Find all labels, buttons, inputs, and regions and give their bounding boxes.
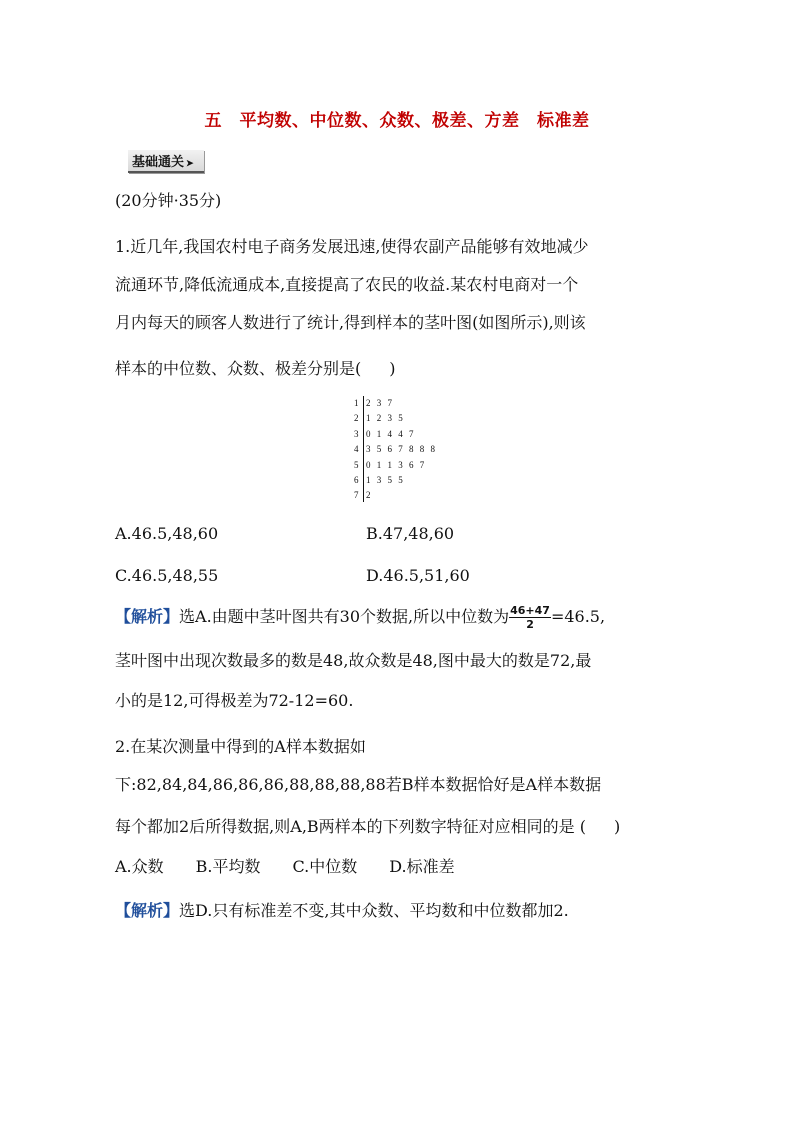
stem: 6 xyxy=(354,475,359,486)
stem-leaf-row xyxy=(354,442,437,457)
answer-close-paren: ) xyxy=(389,359,396,378)
stem: 5 xyxy=(354,459,359,470)
stem-leaf-row xyxy=(354,473,437,488)
q1-text-line: 1.近几年,我国农村电子商务发展迅速,使得农副产品能够有效地减少 xyxy=(115,237,589,256)
stem-leaf-row xyxy=(354,411,437,426)
stem-leaf-plot xyxy=(354,396,437,504)
fraction-denominator: 2 xyxy=(526,618,534,631)
leaves: 3 5 6 7 8 8 8 xyxy=(366,444,437,455)
stem-leaf-row xyxy=(354,488,437,503)
q1-text-line-content: 样本的中位数、众数、极差分别是( xyxy=(115,359,362,378)
q2-text-line: 2.在某次测量中得到的A样本数据如 xyxy=(115,737,366,756)
leaves: 1 3 5 5 xyxy=(366,475,405,486)
analysis-text: 选D.只有标准差不变,其中众数、平均数和中位数都加2. xyxy=(179,901,569,920)
stem-leaf-row xyxy=(354,427,437,442)
q2-text-line: 下:82,84,84,86,86,86,88,88,88,88若B样本数据恰好是A样本数据 xyxy=(115,775,602,794)
q2-text-line xyxy=(115,814,620,837)
leaves: 0 1 1 3 6 7 xyxy=(366,459,427,470)
q2-options: A.众数 B.平均数 C.中位数 D.标准差 xyxy=(115,857,455,876)
analysis-text: 选A.由题中茎叶图共有30个数据,所以中位数为 xyxy=(179,607,510,626)
stem: 3 xyxy=(354,428,359,439)
option-a: A.46.5,48,60 xyxy=(115,524,219,543)
section-badge xyxy=(128,150,204,173)
leaves: 2 3 7 xyxy=(366,398,394,408)
q1-text-line: 月内每天的顾客人数进行了统计,得到样本的茎叶图(如图所示),则该 xyxy=(115,313,586,332)
section-badge-label: 基础通关 xyxy=(132,155,185,170)
page-title: 五 平均数、中位数、众数、极差、方差 标准差 xyxy=(204,111,590,131)
option-d: D.46.5,51,60 xyxy=(366,566,470,585)
analysis-text: =46.5, xyxy=(550,607,606,626)
q1-analysis-line: 茎叶图中出现次数最多的数是48,故众数是48,图中最大的数是72,最 xyxy=(115,651,592,670)
leaves: 1 2 3 5 xyxy=(366,413,405,424)
answer-close-paren: ) xyxy=(614,817,621,836)
median-fraction xyxy=(509,604,551,631)
stem-divider xyxy=(363,396,364,502)
stem-leaf-row xyxy=(354,396,437,411)
leaves: 0 1 4 4 7 xyxy=(366,428,416,439)
stem: 4 xyxy=(354,444,359,455)
leaves: 2 xyxy=(366,490,373,501)
q1-analysis-line xyxy=(115,604,605,631)
q1-text-line xyxy=(115,356,396,379)
q1-text-line: 流通环节,降低流通成本,直接提高了农民的收益.某农村电商对一个 xyxy=(115,275,579,294)
option-b: B.47,48,60 xyxy=(366,524,455,543)
time-score: (20分钟·35分) xyxy=(115,191,222,210)
stem: 1 xyxy=(354,398,359,408)
q1-analysis-line: 小的是12,可得极差为72-12=60. xyxy=(115,691,354,710)
analysis-label: 【解析】 xyxy=(115,607,180,626)
stem-leaf-row xyxy=(354,458,437,473)
option-c: C.46.5,48,55 xyxy=(115,566,219,585)
stem: 7 xyxy=(354,490,359,501)
q2-analysis-line xyxy=(115,898,569,921)
stem: 2 xyxy=(354,413,359,424)
arrow-icon: ➤ xyxy=(186,159,194,169)
analysis-label: 【解析】 xyxy=(115,901,180,920)
fraction-numerator: 46+47 xyxy=(510,604,550,617)
q2-text-line-content: 每个都加2后所得数据,则A,B两样本的下列数字特征对应相同的是 ( xyxy=(115,817,586,836)
